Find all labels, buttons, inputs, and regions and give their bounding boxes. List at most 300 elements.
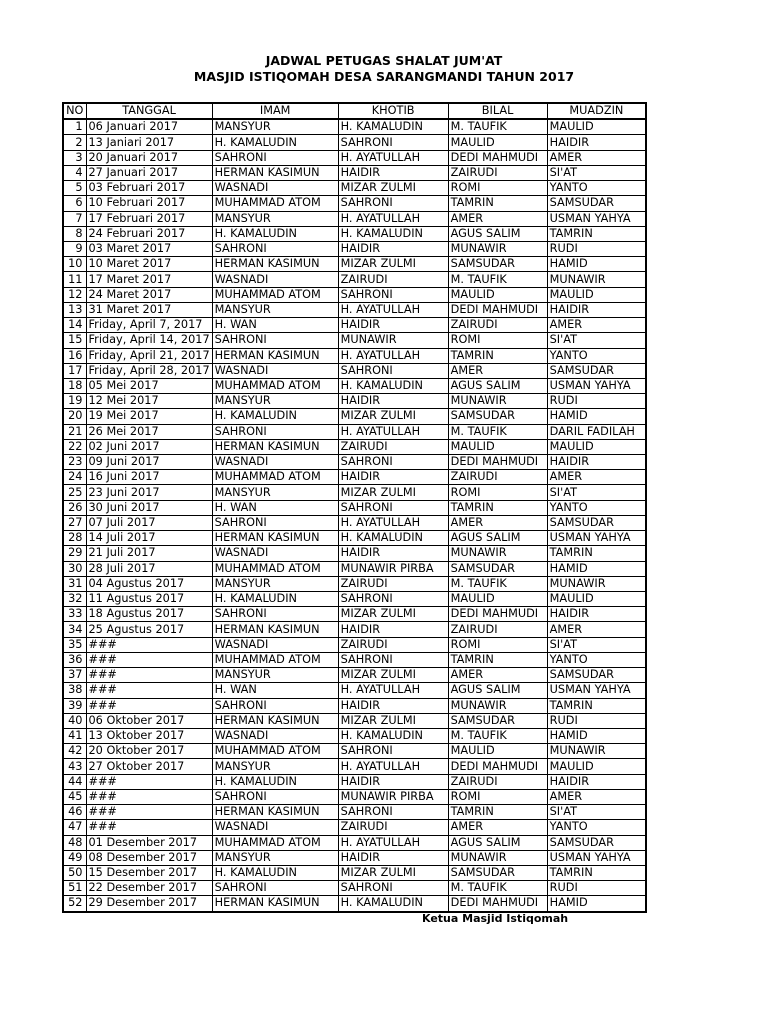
cell-imam: MUHAMMAD ATOM [212, 744, 338, 759]
cell-khotib: SAHRONI [338, 287, 448, 302]
table-row [63, 439, 646, 454]
cell-bilal: DEDI MAHMUDI [448, 455, 547, 470]
cell-bilal: ZAIRUDI [448, 470, 547, 485]
cell-imam: H. KAMALUDIN [212, 592, 338, 607]
cell-no: 1 [63, 119, 86, 135]
cell-tanggal: ### [86, 789, 212, 804]
cell-muadzin: MAULID [547, 759, 646, 774]
cell-tanggal: ### [86, 698, 212, 713]
cell-imam: MUHAMMAD ATOM [212, 287, 338, 302]
cell-no: 4 [63, 165, 86, 180]
cell-bilal: DEDI MAHMUDI [448, 896, 547, 912]
cell-bilal: AMER [448, 820, 547, 835]
cell-tanggal: 17 Februari 2017 [86, 211, 212, 226]
cell-tanggal: 09 Juni 2017 [86, 455, 212, 470]
cell-muadzin: RUDI [547, 881, 646, 896]
cell-bilal: DEDI MAHMUDI [448, 302, 547, 317]
cell-tanggal: 10 Maret 2017 [86, 257, 212, 272]
cell-muadzin: MAULID [547, 439, 646, 454]
cell-bilal: AGUS SALIM [448, 531, 547, 546]
cell-muadzin: YANTO [547, 500, 646, 515]
cell-bilal: SAMSUDAR [448, 409, 547, 424]
cell-imam: SAHRONI [212, 241, 338, 256]
cell-imam: SAHRONI [212, 881, 338, 896]
cell-tanggal: 24 Maret 2017 [86, 287, 212, 302]
document-subtitle: MASJID ISTIQOMAH DESA SARANGMANDI TAHUN 2017 [193, 69, 575, 84]
table-row [63, 531, 646, 546]
cell-imam: HERMAN KASIMUN [212, 531, 338, 546]
cell-tanggal: 29 Desember 2017 [86, 896, 212, 912]
table-row [63, 211, 646, 226]
cell-imam: WASNADI [212, 455, 338, 470]
cell-muadzin: RUDI [547, 394, 646, 409]
cell-imam: MANSYUR [212, 850, 338, 865]
header-tanggal: TANGGAL [86, 103, 212, 119]
cell-khotib: MIZAR ZULMI [338, 668, 448, 683]
cell-muadzin: AMER [547, 470, 646, 485]
cell-imam: WASNADI [212, 363, 338, 378]
cell-khotib: H. KAMALUDIN [338, 896, 448, 912]
cell-khotib: SAHRONI [338, 363, 448, 378]
cell-tanggal: 22 Desember 2017 [86, 881, 212, 896]
table-row [63, 409, 646, 424]
cell-bilal: AGUS SALIM [448, 683, 547, 698]
cell-muadzin: HAIDIR [547, 302, 646, 317]
cell-imam: SAHRONI [212, 515, 338, 530]
table-row [63, 896, 646, 912]
cell-tanggal: ### [86, 820, 212, 835]
table-row [63, 318, 646, 333]
cell-muadzin: USMAN YAHYA [547, 378, 646, 393]
cell-imam: HERMAN KASIMUN [212, 622, 338, 637]
cell-tanggal: 07 Juli 2017 [86, 515, 212, 530]
cell-bilal: ZAIRUDI [448, 774, 547, 789]
cell-imam: MUHAMMAD ATOM [212, 196, 338, 211]
cell-tanggal: ### [86, 637, 212, 652]
cell-imam: MANSYUR [212, 759, 338, 774]
cell-tanggal: 04 Agustus 2017 [86, 576, 212, 591]
header-muadzin: MUADZIN [547, 103, 646, 119]
cell-tanggal: 27 Januari 2017 [86, 165, 212, 180]
cell-tanggal: 08 Desember 2017 [86, 850, 212, 865]
cell-imam: MANSYUR [212, 485, 338, 500]
table-row [63, 561, 646, 576]
table-row [63, 805, 646, 820]
table-row [63, 515, 646, 530]
table-header-row [63, 103, 646, 119]
header-bilal: BILAL [448, 103, 547, 119]
cell-muadzin: SI'AT [547, 805, 646, 820]
cell-khotib: H. AYATULLAH [338, 683, 448, 698]
cell-khotib: SAHRONI [338, 455, 448, 470]
cell-muadzin: AMER [547, 318, 646, 333]
cell-muadzin: MAULID [547, 592, 646, 607]
cell-imam: MUHAMMAD ATOM [212, 470, 338, 485]
cell-khotib: HAIDIR [338, 470, 448, 485]
cell-bilal: AGUS SALIM [448, 226, 547, 241]
cell-tanggal: ### [86, 683, 212, 698]
cell-khotib: H. KAMALUDIN [338, 728, 448, 743]
cell-khotib: HAIDIR [338, 165, 448, 180]
cell-no: 40 [63, 713, 86, 728]
cell-imam: WASNADI [212, 546, 338, 561]
cell-no: 26 [63, 500, 86, 515]
cell-no: 8 [63, 226, 86, 241]
table-row [63, 257, 646, 272]
cell-khotib: SAHRONI [338, 500, 448, 515]
table-row [63, 181, 646, 196]
cell-no: 34 [63, 622, 86, 637]
table-row [63, 713, 646, 728]
table-row [63, 744, 646, 759]
cell-no: 41 [63, 728, 86, 743]
header-imam: IMAM [212, 103, 338, 119]
cell-bilal: ROMI [448, 485, 547, 500]
cell-muadzin: HAMID [547, 409, 646, 424]
table-row [63, 820, 646, 835]
table-body [63, 119, 646, 911]
cell-khotib: MUNAWIR PIRBA [338, 561, 448, 576]
cell-muadzin: USMAN YAHYA [547, 211, 646, 226]
cell-tanggal: 15 Desember 2017 [86, 865, 212, 880]
cell-khotib: H. AYATULLAH [338, 348, 448, 363]
cell-no: 45 [63, 789, 86, 804]
cell-muadzin: AMER [547, 150, 646, 165]
cell-bilal: DEDI MAHMUDI [448, 150, 547, 165]
cell-bilal: ROMI [448, 637, 547, 652]
cell-muadzin: USMAN YAHYA [547, 531, 646, 546]
cell-imam: SAHRONI [212, 150, 338, 165]
cell-tanggal: 18 Agustus 2017 [86, 607, 212, 622]
table-row [63, 485, 646, 500]
cell-muadzin: USMAN YAHYA [547, 683, 646, 698]
cell-muadzin: SI'AT [547, 333, 646, 348]
cell-tanggal: ### [86, 652, 212, 667]
cell-no: 30 [63, 561, 86, 576]
cell-imam: H. KAMALUDIN [212, 774, 338, 789]
cell-tanggal: 20 Oktober 2017 [86, 744, 212, 759]
cell-imam: HERMAN KASIMUN [212, 896, 338, 912]
cell-khotib: ZAIRUDI [338, 637, 448, 652]
cell-khotib: H. AYATULLAH [338, 150, 448, 165]
cell-bilal: MUNAWIR [448, 850, 547, 865]
table-row [63, 850, 646, 865]
cell-khotib: H. KAMALUDIN [338, 378, 448, 393]
cell-muadzin: SI'AT [547, 165, 646, 180]
cell-no: 44 [63, 774, 86, 789]
header-no: NO [63, 103, 86, 119]
cell-imam: MANSYUR [212, 394, 338, 409]
cell-bilal: ZAIRUDI [448, 622, 547, 637]
cell-no: 50 [63, 865, 86, 880]
document-title: JADWAL PETUGAS SHALAT JUM'AT [265, 53, 503, 68]
cell-imam: H. KAMALUDIN [212, 226, 338, 241]
cell-bilal: ZAIRUDI [448, 165, 547, 180]
cell-imam: WASNADI [212, 637, 338, 652]
cell-muadzin: SAMSUDAR [547, 835, 646, 850]
cell-bilal: AMER [448, 515, 547, 530]
cell-khotib: H. KAMALUDIN [338, 119, 448, 135]
cell-imam: SAHRONI [212, 789, 338, 804]
cell-khotib: SAHRONI [338, 881, 448, 896]
cell-tanggal: 30 Juni 2017 [86, 500, 212, 515]
cell-no: 27 [63, 515, 86, 530]
cell-muadzin: SAMSUDAR [547, 363, 646, 378]
cell-khotib: SAHRONI [338, 135, 448, 150]
cell-bilal: SAMSUDAR [448, 257, 547, 272]
cell-khotib: MIZAR ZULMI [338, 485, 448, 500]
cell-tanggal: 06 Oktober 2017 [86, 713, 212, 728]
cell-imam: HERMAN KASIMUN [212, 165, 338, 180]
table-row [63, 424, 646, 439]
cell-khotib: SAHRONI [338, 805, 448, 820]
cell-muadzin: SAMSUDAR [547, 668, 646, 683]
cell-tanggal: ### [86, 668, 212, 683]
table-row [63, 165, 646, 180]
cell-khotib: H. KAMALUDIN [338, 226, 448, 241]
cell-imam: MANSYUR [212, 576, 338, 591]
cell-muadzin: USMAN YAHYA [547, 850, 646, 865]
cell-muadzin: TAMRIN [547, 865, 646, 880]
cell-imam: MUHAMMAD ATOM [212, 561, 338, 576]
cell-muadzin: MUNAWIR [547, 744, 646, 759]
cell-tanggal: 12 Mei 2017 [86, 394, 212, 409]
cell-muadzin: TAMRIN [547, 698, 646, 713]
cell-khotib: MUNAWIR PIRBA [338, 789, 448, 804]
cell-tanggal: 19 Mei 2017 [86, 409, 212, 424]
cell-khotib: HAIDIR [338, 394, 448, 409]
table-row [63, 470, 646, 485]
cell-no: 37 [63, 668, 86, 683]
cell-khotib: SAHRONI [338, 744, 448, 759]
cell-no: 16 [63, 348, 86, 363]
cell-no: 38 [63, 683, 86, 698]
cell-imam: H. KAMALUDIN [212, 135, 338, 150]
table-row [63, 759, 646, 774]
cell-bilal: MUNAWIR [448, 698, 547, 713]
cell-imam: H. KAMALUDIN [212, 409, 338, 424]
cell-bilal: MAULID [448, 439, 547, 454]
cell-bilal: SAMSUDAR [448, 865, 547, 880]
cell-imam: MUHAMMAD ATOM [212, 652, 338, 667]
cell-tanggal: 16 Juni 2017 [86, 470, 212, 485]
cell-muadzin: SI'AT [547, 637, 646, 652]
cell-imam: SAHRONI [212, 424, 338, 439]
cell-no: 14 [63, 318, 86, 333]
cell-khotib: H. AYATULLAH [338, 211, 448, 226]
table-row [63, 241, 646, 256]
cell-imam: MANSYUR [212, 668, 338, 683]
cell-no: 23 [63, 455, 86, 470]
cell-imam: HERMAN KASIMUN [212, 439, 338, 454]
cell-khotib: H. AYATULLAH [338, 302, 448, 317]
cell-imam: WASNADI [212, 820, 338, 835]
cell-tanggal: 05 Mei 2017 [86, 378, 212, 393]
cell-tanggal: Friday, April 21, 2017 [86, 348, 212, 363]
cell-khotib: SAHRONI [338, 652, 448, 667]
cell-no: 13 [63, 302, 86, 317]
table-row [63, 394, 646, 409]
table-row [63, 226, 646, 241]
cell-khotib: MIZAR ZULMI [338, 865, 448, 880]
table-row [63, 622, 646, 637]
cell-imam: H. KAMALUDIN [212, 865, 338, 880]
cell-khotib: HAIDIR [338, 774, 448, 789]
cell-muadzin: HAIDIR [547, 607, 646, 622]
cell-no: 7 [63, 211, 86, 226]
cell-imam: SAHRONI [212, 698, 338, 713]
cell-no: 48 [63, 835, 86, 850]
table-row [63, 774, 646, 789]
cell-no: 42 [63, 744, 86, 759]
cell-bilal: TAMRIN [448, 500, 547, 515]
cell-tanggal: Friday, April 7, 2017 [86, 318, 212, 333]
cell-bilal: M. TAUFIK [448, 728, 547, 743]
cell-no: 36 [63, 652, 86, 667]
cell-imam: HERMAN KASIMUN [212, 348, 338, 363]
cell-bilal: TAMRIN [448, 196, 547, 211]
cell-tanggal: Friday, April 28, 2017 [86, 363, 212, 378]
cell-bilal: SAMSUDAR [448, 561, 547, 576]
cell-bilal: AMER [448, 211, 547, 226]
cell-muadzin: DARIL FADILAH [547, 424, 646, 439]
cell-tanggal: 01 Desember 2017 [86, 835, 212, 850]
cell-muadzin: MUNAWIR [547, 272, 646, 287]
cell-tanggal: ### [86, 805, 212, 820]
cell-khotib: HAIDIR [338, 241, 448, 256]
cell-imam: SAHRONI [212, 607, 338, 622]
table-row [63, 348, 646, 363]
cell-tanggal: 06 Januari 2017 [86, 119, 212, 135]
cell-no: 11 [63, 272, 86, 287]
cell-no: 21 [63, 424, 86, 439]
cell-bilal: SAMSUDAR [448, 713, 547, 728]
cell-khotib: MIZAR ZULMI [338, 409, 448, 424]
cell-bilal: MUNAWIR [448, 241, 547, 256]
cell-tanggal: ### [86, 774, 212, 789]
cell-imam: MANSYUR [212, 211, 338, 226]
cell-imam: MANSYUR [212, 119, 338, 135]
cell-bilal: ZAIRUDI [448, 318, 547, 333]
cell-tanggal: 24 Februari 2017 [86, 226, 212, 241]
cell-khotib: H. AYATULLAH [338, 759, 448, 774]
cell-tanggal: 14 Juli 2017 [86, 531, 212, 546]
cell-bilal: TAMRIN [448, 348, 547, 363]
cell-muadzin: HAIDIR [547, 774, 646, 789]
cell-no: 47 [63, 820, 86, 835]
cell-muadzin: HAIDIR [547, 455, 646, 470]
cell-khotib: HAIDIR [338, 622, 448, 637]
cell-no: 31 [63, 576, 86, 591]
cell-bilal: MAULID [448, 744, 547, 759]
cell-bilal: MUNAWIR [448, 394, 547, 409]
cell-imam: WASNADI [212, 728, 338, 743]
table-row [63, 728, 646, 743]
table-row [63, 272, 646, 287]
cell-bilal: MAULID [448, 287, 547, 302]
cell-tanggal: 23 Juni 2017 [86, 485, 212, 500]
cell-muadzin: RUDI [547, 713, 646, 728]
cell-no: 28 [63, 531, 86, 546]
table-row [63, 835, 646, 850]
table-row [63, 592, 646, 607]
cell-tanggal: 25 Agustus 2017 [86, 622, 212, 637]
cell-tanggal: 31 Maret 2017 [86, 302, 212, 317]
cell-no: 49 [63, 850, 86, 865]
cell-khotib: HAIDIR [338, 318, 448, 333]
cell-muadzin: HAMID [547, 257, 646, 272]
cell-bilal: MAULID [448, 135, 547, 150]
table-row [63, 546, 646, 561]
table-row [63, 196, 646, 211]
cell-khotib: H. AYATULLAH [338, 515, 448, 530]
cell-khotib: ZAIRUDI [338, 439, 448, 454]
cell-tanggal: 10 Februari 2017 [86, 196, 212, 211]
cell-tanggal: Friday, April 14, 2017 [86, 333, 212, 348]
cell-no: 2 [63, 135, 86, 150]
table-row [63, 789, 646, 804]
cell-no: 18 [63, 378, 86, 393]
cell-no: 51 [63, 881, 86, 896]
cell-tanggal: 26 Mei 2017 [86, 424, 212, 439]
cell-muadzin: YANTO [547, 820, 646, 835]
cell-bilal: M. TAUFIK [448, 119, 547, 135]
cell-khotib: HAIDIR [338, 698, 448, 713]
cell-imam: H. WAN [212, 683, 338, 698]
cell-tanggal: 21 Juli 2017 [86, 546, 212, 561]
cell-no: 43 [63, 759, 86, 774]
cell-bilal: M. TAUFIK [448, 424, 547, 439]
cell-no: 6 [63, 196, 86, 211]
table-row [63, 287, 646, 302]
cell-bilal: M. TAUFIK [448, 576, 547, 591]
cell-bilal: DEDI MAHMUDI [448, 607, 547, 622]
table-row [63, 378, 646, 393]
cell-no: 32 [63, 592, 86, 607]
cell-muadzin: TAMRIN [547, 226, 646, 241]
table-row [63, 881, 646, 896]
cell-muadzin: YANTO [547, 181, 646, 196]
cell-no: 17 [63, 363, 86, 378]
cell-muadzin: AMER [547, 789, 646, 804]
cell-no: 29 [63, 546, 86, 561]
cell-muadzin: SI'AT [547, 485, 646, 500]
cell-bilal: DEDI MAHMUDI [448, 759, 547, 774]
cell-muadzin: YANTO [547, 348, 646, 363]
table-row [63, 607, 646, 622]
cell-imam: SAHRONI [212, 333, 338, 348]
cell-muadzin: MUNAWIR [547, 576, 646, 591]
schedule-table [62, 102, 647, 913]
cell-tanggal: 17 Maret 2017 [86, 272, 212, 287]
cell-muadzin: TAMRIN [547, 546, 646, 561]
cell-bilal: AMER [448, 668, 547, 683]
cell-imam: HERMAN KASIMUN [212, 805, 338, 820]
cell-no: 15 [63, 333, 86, 348]
cell-khotib: MIZAR ZULMI [338, 181, 448, 196]
cell-no: 9 [63, 241, 86, 256]
table-row [63, 698, 646, 713]
cell-khotib: MIZAR ZULMI [338, 257, 448, 272]
table-row [63, 652, 646, 667]
cell-khotib: HAIDIR [338, 850, 448, 865]
table-row [63, 576, 646, 591]
cell-khotib: SAHRONI [338, 196, 448, 211]
cell-tanggal: 20 Januari 2017 [86, 150, 212, 165]
cell-tanggal: 13 Oktober 2017 [86, 728, 212, 743]
table-row [63, 119, 646, 135]
table-row [63, 683, 646, 698]
